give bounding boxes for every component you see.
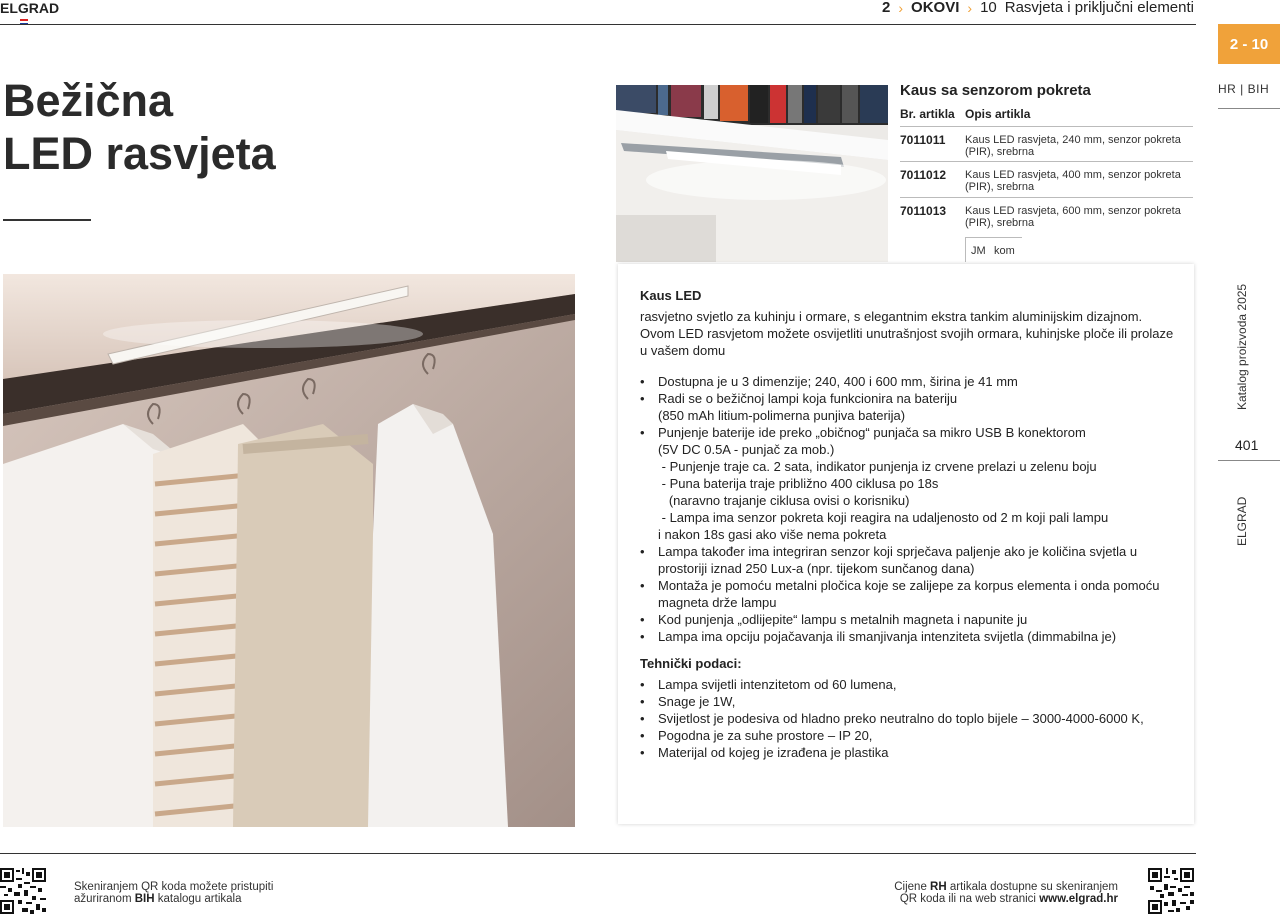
list-item: • Snage je 1W, [640,693,1180,710]
product-title: Kaus sa senzorom pokreta [900,82,1091,99]
chapter-tab[interactable]: 2 - 10 [1218,24,1280,64]
breadcrumb-section-num: 10 [980,0,997,16]
tech-list [640,676,1180,761]
footer-right-line1: Cijene RH artikala dostupne su skeniranjem [894,881,1118,893]
article-code: 7011011 [900,133,946,147]
description-card [618,264,1194,824]
unit-value: kom [994,245,1015,257]
brand-side-label: ELGRAD [1235,496,1249,546]
footer-left-line2: ažuriranom BIH katalogu artikala [74,893,242,905]
footer-left-line1: Skeniranjem QR koda možete pristupiti [74,881,274,893]
title-underline [3,219,91,221]
column-header-code: Br. artikla [900,107,955,121]
brand-logo-top: ELGRAD [0,0,60,16]
sidebar-divider [1218,460,1280,461]
article-desc: Kaus LED rasvjeta, 600 mm, senzor pokreta (PIR), srebrna [965,205,1181,229]
footer-right-line2: QR koda ili na web stranici www.elgrad.hr [899,893,1118,905]
website-link[interactable]: www.elgrad.hr [1039,893,1118,905]
page-title [3,74,276,180]
list-item: • Kod punjenja „odlijepite“ lampu s metalnih magneta i napunite ju [640,611,1180,628]
feature-list [640,373,1180,645]
header-divider [0,24,1196,25]
chevron-right-icon: › [898,0,904,16]
footer-left-text [74,881,273,905]
catalog-label: Katalog proizvoda 2025 [1235,283,1249,410]
chevron-right-icon: › [967,0,973,16]
unit-box [965,237,1022,262]
list-item: • Punjenje baterije ide preko „običnog“ punjača sa mikro USB B konektorom (5V DC 0.5A - punjač za mob.) [640,424,1180,458]
qr-code-icon[interactable] [0,868,46,914]
list-item: • Montaža je pomoću metalni pločica koje se zalijepe za korpus elementa i onda pomoću magneta drže lampu [640,577,1180,611]
list-item: • Radi se o bežičnoj lampi koja funkcionira na bateriju (850 mAh litium-polimerna punjiva baterija) [640,390,1180,424]
qr-code-icon[interactable] [1148,868,1194,914]
breadcrumb [882,0,1194,16]
page-number: 401 [1235,437,1259,453]
description-heading: Kaus LED [640,288,702,303]
list-item: • Pogodna je za suhe prostore – IP 20, [640,727,1180,744]
article-desc: Kaus LED rasvjeta, 400 mm, senzor pokreta (PIR), srebrna [965,169,1181,193]
table-divider [900,126,1193,127]
list-item: • Lampa svijetli intenzitetom od 60 lumena, [640,676,1180,693]
list-item: • Dostupna je u 3 dimenzije; 240, 400 i 600 mm, širina je 41 mm [640,373,1180,390]
wardrobe-photo [3,274,575,827]
list-item: • Svijetlost je podesiva od hladno preko neutralno do toplo bijele – 3000-4000-6000 K, [640,710,1180,727]
sidebar-divider [1218,108,1280,109]
page-title-line1: Bežična [3,75,174,126]
table-divider [900,197,1193,198]
breadcrumb-chapter[interactable]: OKOVI [911,0,960,16]
list-item: • Lampa također ima integriran senzor koji sprječava paljenje ako je količina svjetla u prostoriji iznad 250 Lux-a (npr. tijekom sunčanog dana) [640,543,1180,577]
page-title-line2: LED rasvjeta [3,128,276,179]
article-desc: Kaus LED rasvjeta, 240 mm, senzor pokreta (PIR), srebrna [965,134,1181,158]
list-subitem: - Punjenje traje ca. 2 sata, indikator punjenja iz crvene prelazi u zelenu boju [658,459,1097,474]
product-photo [616,85,888,262]
footer-right-text [894,881,1118,905]
table-divider [900,161,1193,162]
breadcrumb-section[interactable]: Rasvjeta i priključni elementi [1004,0,1194,16]
language-label: HR | BIH [1218,82,1270,96]
list-subitem: - Puna baterija traje približno 400 ciklusa po 18s (naravno trajanje ciklusa ovisi o korisniku) [661,476,939,508]
list-item: • Materijal od kojeg je izrađena je plastika [640,744,1180,761]
description-intro: rasvjetno svjetlo za kuhinju i ormare, s elegantnim ekstra tankim aluminijskim dizajnom. Ovom LED rasvjetom možete osvijetliti unutrašnjost svojih ormara, kuhinjske ploče ili prolaze u vašem domu [640,309,1174,358]
article-code: 7011013 [900,204,947,218]
footer-divider [0,853,1196,854]
tech-heading: Tehnički podaci: [640,656,742,671]
list-item: • Lampa ima opciju pojačavanja ili smanjivanja intenziteta svijetla (dimmabilna je) [640,628,1180,645]
article-code: 7011012 [900,168,947,182]
column-header-desc: Opis artikla [965,107,1031,121]
unit-label: JM [971,245,986,257]
list-subitem: - Lampa ima senzor pokreta koji reagira na udaljenosto od 2 m koji pali lampu i nakon 18s gasi ako više nema pokreta [658,510,1109,542]
breadcrumb-chapter-num: 2 [882,0,891,16]
